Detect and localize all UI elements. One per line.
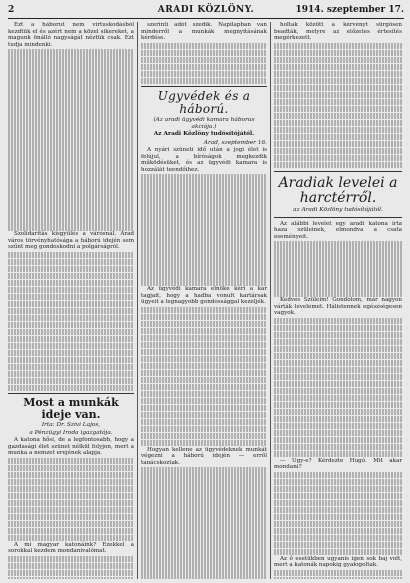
text-line [141, 377, 267, 384]
byline: Irta: Dr. Szivi Lajos, [41, 422, 101, 428]
text-line [141, 223, 267, 230]
text-line [274, 64, 402, 71]
text-line [274, 318, 402, 325]
text-line [274, 346, 402, 353]
text-line [141, 78, 267, 85]
text-line [141, 195, 267, 202]
text-line [8, 535, 134, 542]
text-line [274, 255, 402, 262]
text-line [141, 370, 267, 377]
text-line [8, 259, 134, 266]
text-line [8, 570, 134, 577]
text-line [8, 465, 134, 472]
text-line [141, 412, 267, 419]
text-line [8, 486, 134, 493]
text-line [8, 273, 134, 280]
text-line [8, 472, 134, 479]
text-line [274, 381, 402, 388]
text-line [141, 71, 267, 78]
article-paragraph: szerinti adót szedik. Napilapban van minderről a munkák megnyitásának kérdése. [141, 22, 267, 41]
text-line [8, 189, 134, 196]
text-line [8, 301, 134, 308]
text-line [141, 307, 267, 314]
text-line [274, 85, 402, 92]
text-line [274, 472, 402, 479]
text-line [8, 175, 134, 182]
text-line [274, 141, 402, 148]
text-line [141, 272, 267, 279]
article-paragraph: Kedves Szüleim! Gondolom, már nagyon várták levelemet. Hálistennek egészségesen vagyok. [274, 297, 402, 316]
article-paragraph: — Ugy-e? Kérdezte Hugó. Mit akar mondani? [274, 457, 402, 470]
text-line [274, 332, 402, 339]
text-line [274, 353, 402, 360]
article-paragraph: Az ügyvédi kamara elnöke kéri a kar tagjait, hogy a hadba vonult kartársak ügyeit a legnagyobb gondossággal kezeljék. [141, 286, 267, 305]
text-line [274, 325, 402, 332]
text-line [274, 155, 402, 162]
text-line [141, 509, 267, 516]
text-line [274, 339, 402, 346]
text-line [274, 570, 402, 577]
text-line [274, 409, 402, 416]
text-line [141, 481, 267, 488]
article-paragraph: Hogyan kellene az ügyvédeknek munkát végezni a háború idején — erről tanácskoztak. [141, 446, 267, 466]
text-line [274, 71, 402, 78]
text-line [274, 395, 402, 402]
text-line [141, 237, 267, 244]
text-line [8, 329, 134, 336]
text-line [141, 551, 267, 558]
text-line [141, 537, 267, 544]
text-line [141, 209, 267, 216]
text-line [274, 57, 402, 64]
text-line [274, 148, 402, 155]
text-line [141, 440, 267, 447]
column-3 [274, 22, 402, 579]
text-line [274, 262, 402, 269]
text-line [141, 349, 267, 356]
text-line [141, 174, 267, 181]
text-line [274, 120, 402, 127]
text-line [141, 50, 267, 57]
subheadline: az Aradi Közlöny tudósítójától. [293, 207, 383, 213]
column-divider [270, 22, 271, 579]
text-line [8, 308, 134, 315]
text-line [141, 558, 267, 565]
text-line [274, 127, 402, 134]
text-line [141, 426, 267, 433]
text-line [141, 279, 267, 286]
text-line [8, 294, 134, 301]
article-paragraph: Az ő esetükben ugyanis igen sok baj volt, mert a katonák napokig gyalogoltak. [274, 555, 402, 568]
text-line [8, 371, 134, 378]
text-line [274, 577, 402, 580]
text-line [8, 119, 134, 126]
masthead: ARADI KÖZLÖNY. [157, 5, 255, 15]
text-line [8, 479, 134, 486]
text-line [8, 210, 134, 217]
text-line [141, 523, 267, 530]
text-line [141, 64, 267, 71]
text-line [8, 168, 134, 175]
text-line [274, 493, 402, 500]
text-line [141, 516, 267, 523]
text-line [141, 488, 267, 495]
text-line [141, 244, 267, 251]
text-line [8, 336, 134, 343]
text-line [274, 367, 402, 374]
text-line [274, 50, 402, 57]
text-line [141, 544, 267, 551]
text-line [141, 419, 267, 426]
text-line [274, 134, 402, 141]
text-line [8, 556, 134, 563]
text-line [141, 251, 267, 258]
text-line [274, 276, 402, 283]
text-line [141, 335, 267, 342]
text-line [141, 328, 267, 335]
text-line [141, 363, 267, 370]
text-line [141, 57, 267, 64]
text-line [274, 113, 402, 120]
text-line [8, 84, 134, 91]
text-line [8, 70, 134, 77]
text-line [141, 474, 267, 481]
text-line [274, 514, 402, 521]
text-line [141, 342, 267, 349]
text-line [274, 402, 402, 409]
text-line [8, 154, 134, 161]
text-line [274, 451, 402, 458]
text-line [274, 99, 402, 106]
text-line [274, 162, 402, 169]
text-line [8, 56, 134, 63]
text-line [274, 106, 402, 113]
headline-ugyvedek: Ugyvédek és a háború. [157, 89, 251, 116]
text-line [141, 433, 267, 440]
text-line [141, 258, 267, 265]
text-line [274, 500, 402, 507]
text-line [274, 437, 402, 444]
section-banner [274, 171, 402, 218]
text-line [8, 98, 134, 105]
text-line [141, 216, 267, 223]
text-line [8, 385, 134, 392]
text-line [274, 360, 402, 367]
text-line [274, 430, 402, 437]
byline-role: a Pénzügyi Iroda igazgatója. [29, 429, 113, 436]
article-paragraph: A nyári szüneti idő után a jogi élet is felújul, a bíróságok megkezdik működésüket, és az ügyvédi kamara is hozzálát teendőihez. [141, 147, 267, 173]
text-line [8, 521, 134, 528]
text-line [8, 458, 134, 465]
text-line [141, 467, 267, 474]
text-line [274, 423, 402, 430]
text-line [8, 63, 134, 70]
text-line [8, 378, 134, 385]
text-line [8, 287, 134, 294]
text-line [274, 549, 402, 556]
text-line [8, 350, 134, 357]
issue-date: 1914. szeptember 17. [295, 5, 404, 15]
text-line [274, 78, 402, 85]
dateline: Arad, szeptember 16. [203, 139, 267, 146]
text-line [274, 416, 402, 423]
text-line [141, 321, 267, 328]
text-line [274, 542, 402, 549]
text-line [141, 230, 267, 237]
text-line [8, 315, 134, 322]
text-line [141, 356, 267, 363]
subheadline: (Az aradi ügyvédi kamara háborus akciója.) [153, 117, 255, 130]
text-line [8, 252, 134, 259]
text-line [274, 290, 402, 297]
text-line [8, 514, 134, 521]
article-paragraph: Az alábbi levelet egy aradi katona írta haza szüleinek, elmondva a csata eseményeit. [274, 220, 402, 240]
article-paragraph: Ezt a háborut nem virtuskodásból kezdtük el és azért nem a közel sikereket, a magunk önálló nagyságát néztük csak. Ezt tudja mindenki. [8, 22, 134, 48]
text-line [141, 565, 267, 572]
text-line [141, 495, 267, 502]
text-line [8, 364, 134, 371]
text-line [274, 283, 402, 290]
text-line [274, 248, 402, 255]
text-line [8, 91, 134, 98]
text-line [8, 49, 134, 56]
text-line [274, 444, 402, 451]
text-line [8, 266, 134, 273]
text-line [141, 502, 267, 509]
text-line [8, 161, 134, 168]
article-paragraph: Szolidaritás kisgyűlés a városnál. Arad város törvényhatósága a háború idején sem szűnt meg gondoskodni a polgárságról. [8, 231, 134, 250]
text-line [274, 528, 402, 535]
text-line [8, 280, 134, 287]
text-line [141, 572, 267, 579]
text-line [8, 203, 134, 210]
text-line [274, 241, 402, 248]
text-line [8, 133, 134, 140]
text-line [8, 493, 134, 500]
text-line [8, 563, 134, 570]
column-2 [141, 22, 267, 579]
text-line [8, 196, 134, 203]
text-line [8, 500, 134, 507]
text-line [8, 343, 134, 350]
text-line [274, 92, 402, 99]
text-line [8, 528, 134, 535]
text-line [274, 388, 402, 395]
column-divider [137, 22, 138, 579]
text-line [141, 265, 267, 272]
text-line [141, 384, 267, 391]
page-header [8, 4, 404, 19]
text-line [274, 269, 402, 276]
text-line [274, 521, 402, 528]
text-line [141, 43, 267, 50]
text-line [8, 147, 134, 154]
text-line [274, 374, 402, 381]
text-line [8, 105, 134, 112]
text-line [8, 357, 134, 364]
text-line [8, 507, 134, 514]
text-line [8, 140, 134, 147]
text-line [141, 202, 267, 209]
text-line [8, 322, 134, 329]
text-line [274, 479, 402, 486]
text-line [274, 43, 402, 50]
text-line [8, 77, 134, 84]
column-1 [8, 22, 134, 579]
text-line [141, 405, 267, 412]
text-line [8, 126, 134, 133]
text-line [274, 535, 402, 542]
text-line [8, 217, 134, 224]
text-line [141, 188, 267, 195]
source-line: Az Aradi Közlöny tudósítójától. [153, 131, 255, 137]
text-line [141, 398, 267, 405]
page-number: 2 [8, 5, 15, 15]
text-line [8, 224, 134, 231]
article-paragraph: A mi magyar katonáink? Ezekkel a sorokkal kezdem mondanivalómat. [8, 541, 134, 554]
text-line [274, 507, 402, 514]
headline-levelek: Aradiak levelei a harctérről. [278, 175, 398, 206]
text-line [141, 314, 267, 321]
text-line [141, 530, 267, 537]
article-paragraph: holtak között a kérvényt sürgősen beadták, melyre az előzetes értesítés megérkezett. [274, 22, 402, 41]
text-line [274, 486, 402, 493]
text-line [8, 182, 134, 189]
text-line [141, 391, 267, 398]
text-line [8, 577, 134, 580]
text-line [141, 181, 267, 188]
text-line [8, 112, 134, 119]
article-paragraph: A katona hősi, de a legfontosabb, hogy a gazdasági élet szünet nélkül folyjon, mert a munka a nemzet erejének alapja. [8, 437, 134, 456]
headline-most: Most a munkák ideje van. [23, 396, 119, 421]
